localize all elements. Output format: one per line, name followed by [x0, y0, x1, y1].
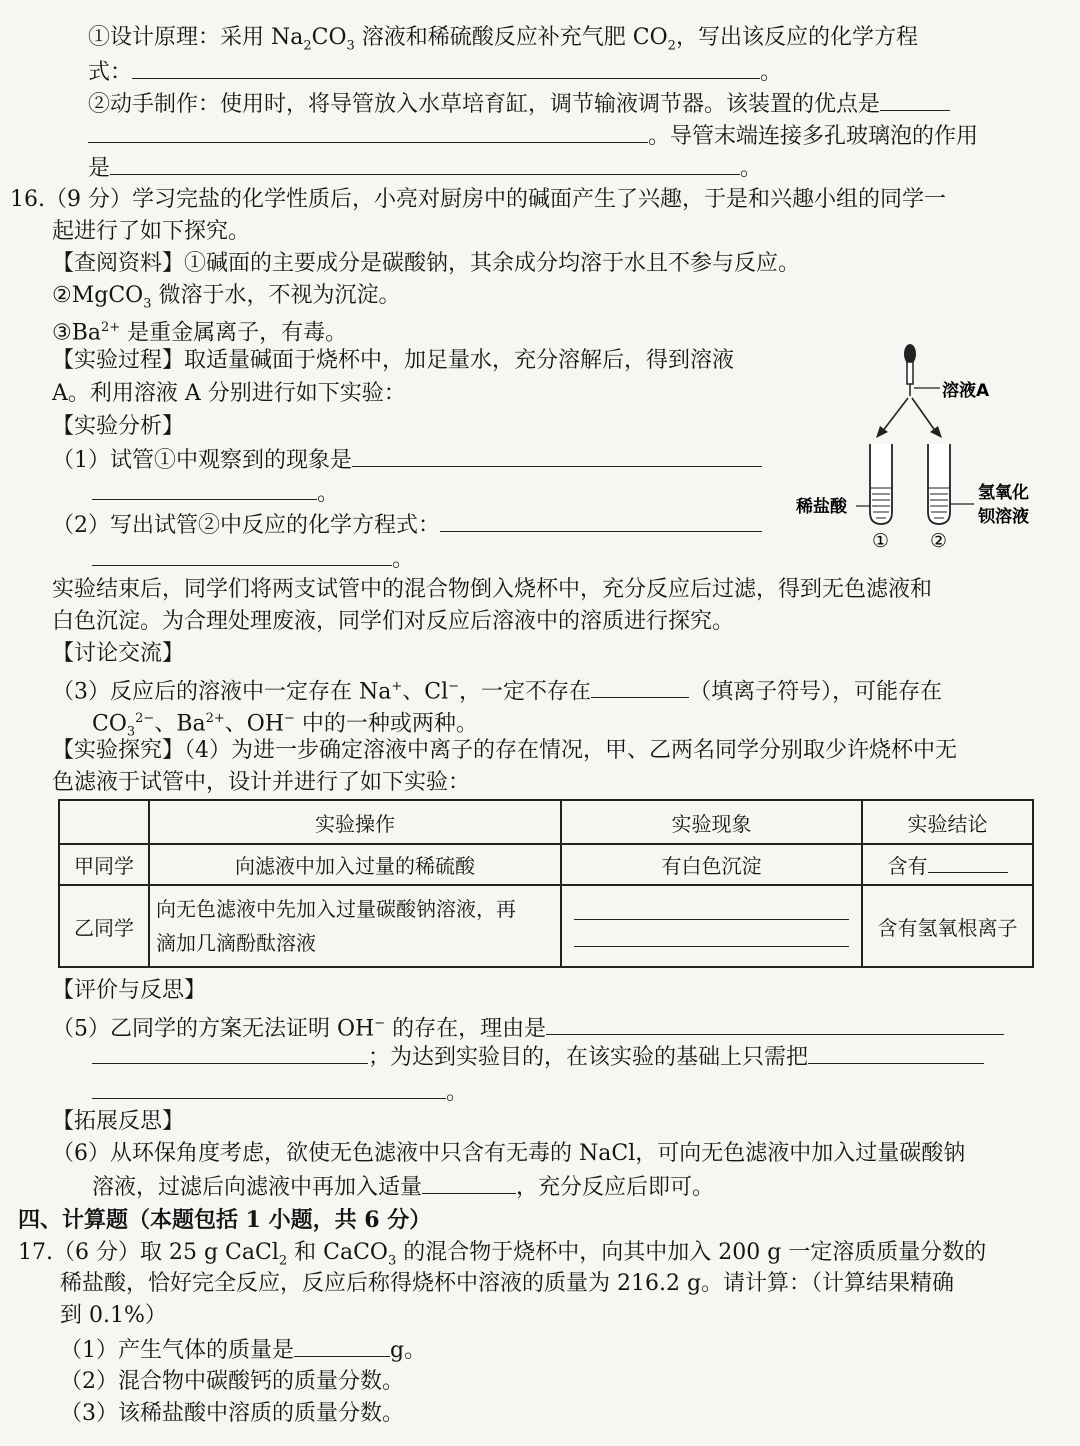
q16-ext-heading: 【拓展反思】 [52, 1109, 185, 1134]
q16-question-2: （2）写出试管②中反应的化学方程式： [52, 509, 762, 542]
table-header-cell: 实验现象 [561, 800, 862, 844]
answer-blank[interactable] [880, 88, 950, 111]
table-header-cell [59, 800, 149, 844]
q16-analysis-heading: 【实验分析】 [52, 414, 185, 439]
q15-advantage-line: 。导管末端连接多孔玻璃泡的作用 [88, 120, 978, 153]
table-cell: 含有 [862, 844, 1033, 885]
q16-question-2-cont: 。 [92, 543, 414, 576]
q16-discuss-heading: 【讨论交流】 [52, 641, 185, 666]
label-tube-2: ② [930, 530, 948, 552]
q16-explore-2: 色滤液于试管中，设计并进行了如下实验： [52, 770, 471, 795]
q17-line-1: 17.（6 分）取 25 g CaCl$_2$ 和 CaCO$_3$ 的混合物于烧杯中，向其中加入 200 g 一定溶质质量分数的 [18, 1240, 987, 1269]
experiment-table [58, 799, 1034, 968]
q16-explore-1: 【实验探究】（4）为进一步确定溶液中离子的存在情况，甲、乙两名同学分别取少许烧杯中无 [52, 738, 958, 763]
q17-question-2: （2）混合物中碳酸钙的质量分数。 [60, 1369, 404, 1394]
answer-blank[interactable] [132, 56, 760, 79]
table-cell: 有白色沉淀 [561, 844, 862, 885]
q16-question-5-cont: ；为达到实验目的，在该实验的基础上只需把 [92, 1041, 984, 1074]
q15-principle-line: ①设计原理：采用 $Na_2CO_3$ 溶液和稀硫酸反应补充气肥 $CO_2$，写出该反应的化学方程 [88, 25, 918, 54]
label-tube-1: ① [872, 530, 890, 552]
test-tube-diagram [790, 340, 1050, 555]
table-cell: 甲同学 [59, 844, 149, 885]
table-cell: 向无色滤液中先加入过量碳酸钠溶液，再 滴加几滴酚酞溶液 [149, 885, 561, 967]
table-header-cell: 实验结论 [862, 800, 1033, 844]
answer-blank[interactable] [92, 477, 317, 500]
q16-question-3: （3）反应后的溶液中一定存在 Na+、Cl−，一定不存在 （填离子符号），可能存在 [52, 671, 942, 708]
label-hcl: 稀盐酸 [796, 497, 847, 517]
answer-blank[interactable] [422, 1171, 516, 1194]
test-tube-2 [928, 444, 950, 524]
table-header-row [59, 800, 1033, 844]
answer-blank[interactable] [294, 1334, 390, 1357]
test-tube-1 [870, 444, 892, 524]
q16-question-1-cont: 。 [92, 477, 339, 510]
q16-intro-2: 起进行了如下探究。 [52, 219, 251, 244]
answer-blank[interactable] [92, 1076, 446, 1099]
q16-intro-1: 16.（9 分）学习完盐的化学性质后，小亮对厨房中的碱面产生了兴趣，于是和兴趣小组的同学一 [10, 187, 946, 212]
section-four-title: 四、计算题（本题包括 1 小题，共 6 分） [18, 1207, 432, 1233]
answer-blank[interactable] [440, 509, 762, 532]
answer-blank[interactable] [88, 120, 648, 143]
q16-eval-heading: 【评价与反思】 [52, 978, 207, 1003]
answer-blank[interactable] [92, 543, 392, 566]
answer-blank[interactable] [928, 856, 1008, 873]
answer-blank[interactable] [546, 1012, 1004, 1035]
table-row [59, 885, 1033, 967]
q17-line-3: 到 0.1%） [60, 1303, 167, 1328]
q17-line-2: 稀盐酸，恰好完全反应，反应后称得烧杯中溶液的质量为 216.2 g。请计算：（计算结果精确 [60, 1271, 955, 1296]
q16-after-2: 白色沉淀。为合理处理废液，同学们对反应后溶液中的溶质进行探究。 [52, 609, 735, 634]
table-cell: 向滤液中加入过量的稀硫酸 [149, 844, 561, 885]
label-solution-a: 溶液A [942, 381, 990, 401]
answer-blank[interactable] [352, 444, 762, 467]
table-header-cell: 实验操作 [149, 800, 561, 844]
q17-question-1: （1）产生气体的质量是 g。 [60, 1334, 426, 1367]
q15-function-line: 是 。 [88, 152, 762, 185]
q15-making-line: ②动手制作：使用时，将导管放入水草培育缸，调节输液调节器。该装置的优点是 [88, 88, 950, 121]
answer-blank[interactable] [574, 932, 849, 947]
label-baoh-1: 氢氧化 [978, 483, 1029, 503]
q16-question-6-cont: 溶液，过滤后向滤液中再加入适量 ，充分反应后即可。 [92, 1171, 714, 1204]
q15-equation-line: 式： 。 [88, 56, 782, 89]
q16-info-1: 【查阅资料】①碱面的主要成分是碳酸钠，其余成分均溶于水且不参与反应。 [52, 251, 801, 276]
table-cell [561, 885, 862, 967]
q16-process-1: 【实验过程】取适量碱面于烧杯中，加足量水，充分溶解后，得到溶液 [52, 348, 735, 373]
q16-question-3-cont: $CO_3^{2-}$、$Ba^{2+}$、OH− 中的一种或两种。 [92, 711, 478, 740]
q16-question-5: （5）乙同学的方案无法证明 OH− 的存在，理由是 [52, 1008, 1004, 1045]
q16-info-2: ②MgCO$_3$ 微溶于水，不视为沉淀。 [52, 283, 401, 312]
answer-blank[interactable] [591, 675, 689, 698]
label-baoh-2: 钡溶液 [978, 507, 1029, 527]
q16-question-5-end: 。 [92, 1076, 468, 1109]
table-row [59, 844, 1033, 885]
table-cell: 乙同学 [59, 885, 149, 967]
q16-process-2: A。利用溶液 A 分别进行如下实验： [52, 381, 406, 406]
q16-question-1: （1）试管①中观察到的现象是 [52, 444, 762, 477]
table-cell: 含有氢氧根离子 [862, 885, 1033, 967]
answer-blank[interactable] [808, 1041, 984, 1064]
q16-after-1: 实验结束后，同学们将两支试管中的混合物倒入烧杯中，充分反应后过滤，得到无色滤液和 [52, 577, 933, 602]
q16-info-3: $③Ba^{2+}$ 是重金属离子，有毒。 [52, 320, 348, 346]
answer-blank[interactable] [110, 152, 740, 175]
answer-blank[interactable] [574, 905, 849, 920]
q17-question-3: （3）该稀盐酸中溶质的质量分数。 [60, 1401, 404, 1426]
answer-blank[interactable] [92, 1041, 368, 1064]
q16-question-6: （6）从环保角度考虑，欲使无色滤液中只含有无毒的 NaCl，可向无色滤液中加入过量碳酸钠 [52, 1141, 966, 1166]
